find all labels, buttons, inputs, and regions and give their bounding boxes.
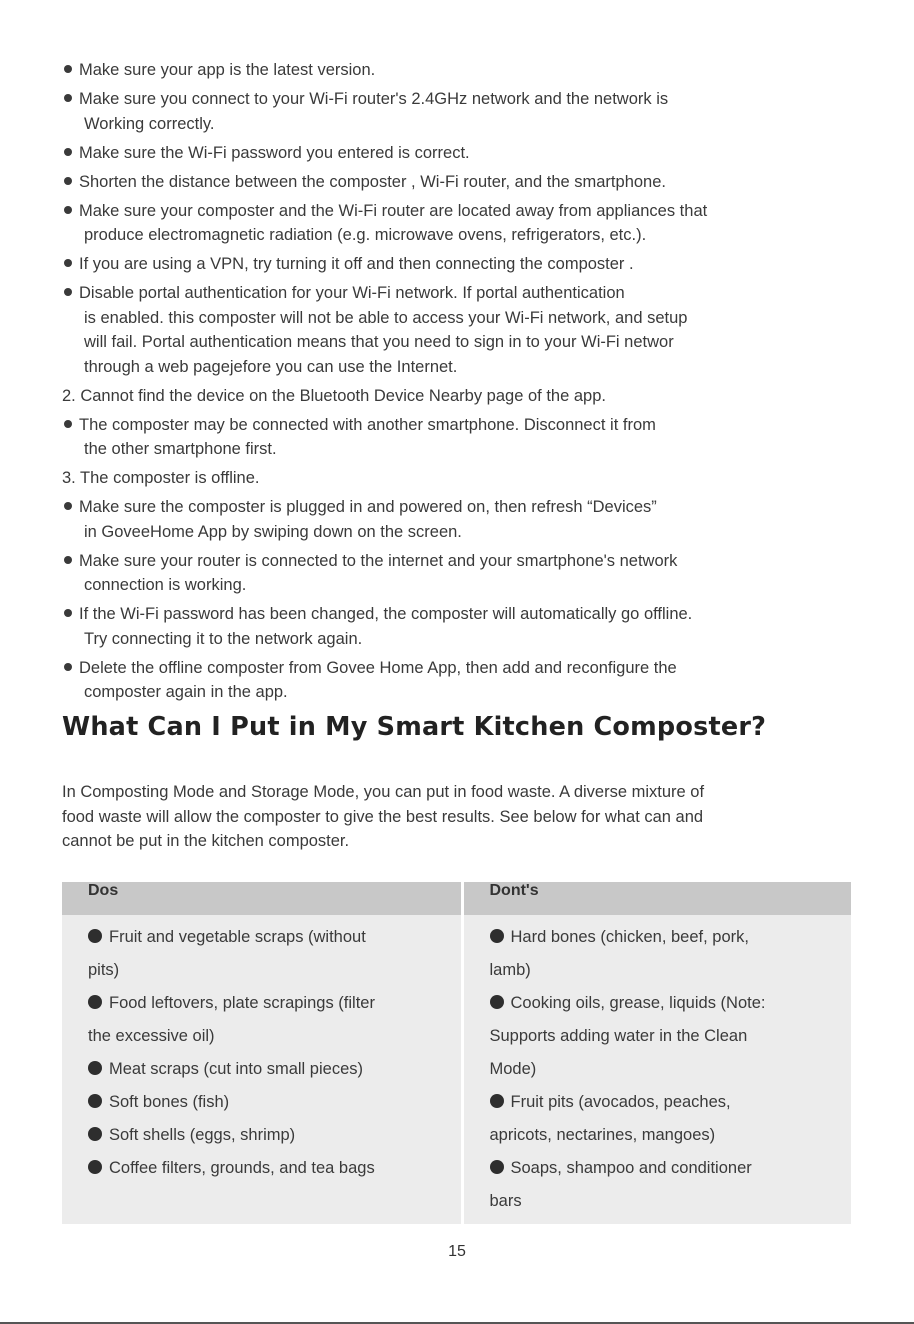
list-item <box>62 87 862 136</box>
intro-line: In Composting Mode and Storage Mode, you can put in food waste. A diverse mixture of <box>62 783 705 801</box>
table-line-text: Soaps, shampoo and conditioner <box>510 1159 752 1177</box>
list-item-line <box>62 170 862 195</box>
table-header-row <box>62 882 851 915</box>
list-item-line <box>62 112 862 137</box>
table-line-text: Supports adding water in the Clean <box>489 1027 748 1045</box>
table-body-row <box>62 915 851 1224</box>
numbered-heading: 2. Cannot find the device on the Bluetooth Device Nearby page of the app. <box>62 386 606 405</box>
bullet-icon <box>64 148 72 156</box>
list-item-text: through a web pagejefore you can use the Internet. <box>84 357 458 376</box>
donts-header: Dont's <box>462 882 851 915</box>
table-line <box>88 1152 461 1185</box>
bullet-icon <box>64 420 72 428</box>
bullet-icon <box>88 1094 102 1108</box>
troubleshooting-list <box>62 58 862 709</box>
dos-header: Dos <box>62 882 462 915</box>
list-item-line <box>62 656 862 681</box>
list-item-text: The composter may be connected with another smartphone. Disconnect it from <box>79 415 656 434</box>
table-line <box>88 1020 461 1053</box>
list-item-line <box>62 141 862 166</box>
list-item-text: Working correctly. <box>84 114 215 133</box>
table-line-text: the excessive oil) <box>88 1027 215 1045</box>
list-item-text: Make sure your router is connected to the internet and your smartphone's network <box>79 551 678 570</box>
list-item-line <box>62 330 862 355</box>
bullet-icon <box>64 502 72 510</box>
list-item <box>62 495 862 544</box>
intro-line: food waste will allow the composter to give the best results. See below for what can and <box>62 807 704 826</box>
list-item-line <box>62 355 862 380</box>
table-line <box>88 1086 461 1119</box>
list-item <box>62 281 862 379</box>
table-line <box>88 954 461 987</box>
bullet-icon <box>88 1160 102 1174</box>
list-item-line <box>62 306 862 331</box>
table-line-text: Soft shells (eggs, shrimp) <box>109 1126 296 1144</box>
table-line-text: bars <box>489 1192 522 1210</box>
table-line <box>490 1152 852 1185</box>
list-item-text: in GoveeHome App by swiping down on the screen. <box>84 522 462 541</box>
table-line-text: Hard bones (chicken, beef, pork, <box>510 928 749 946</box>
section-title: What Can I Put in My Smart Kitchen Composter? <box>62 712 767 742</box>
list-item <box>62 252 862 277</box>
table-line <box>490 1086 852 1119</box>
list-item-line <box>62 437 862 462</box>
list-item-text: Disable portal authentication for your Wi-Fi network. If portal authentication <box>79 284 625 302</box>
table-line <box>490 1185 852 1218</box>
table-line-text: apricots, nectarines, mangoes) <box>489 1126 716 1144</box>
list-item-text: is enabled. this composter will not be able to access your Wi-Fi network, and setup <box>84 308 688 327</box>
list-item-line <box>62 252 862 277</box>
list-item-text: Make sure the composter is plugged in and powered on, then refresh “Devices” <box>79 498 657 516</box>
bullet-icon <box>88 1061 102 1075</box>
bullet-icon <box>64 609 72 617</box>
list-item <box>62 170 862 195</box>
list-item-line <box>62 223 862 248</box>
bullet-icon <box>64 206 72 214</box>
bullet-icon <box>88 995 102 1009</box>
table-line <box>88 987 461 1020</box>
dos-donts-table <box>62 882 851 1224</box>
list-item-line <box>62 281 862 306</box>
list-item-text: Try connecting it to the network again. <box>84 629 363 648</box>
list-item-line <box>62 520 862 545</box>
bullet-icon <box>88 929 102 943</box>
list-item-text: If the Wi-Fi password has been changed, the composter will automatically go offline. <box>79 605 693 623</box>
table-line-text: pits) <box>88 961 120 979</box>
list-item-text: Shorten the distance between the composter , Wi-Fi router, and the smartphone. <box>79 172 666 191</box>
bullet-icon <box>64 65 72 73</box>
table-line <box>490 921 852 954</box>
table-line-text: Fruit and vegetable scraps (without <box>109 928 366 946</box>
list-item <box>62 58 862 83</box>
list-item-text: produce electromagnetic radiation (e.g. microwave ovens, refrigerators, etc.). <box>84 226 647 244</box>
list-item <box>62 141 862 166</box>
bullet-icon <box>64 177 72 185</box>
bullet-icon <box>64 288 72 296</box>
list-item-line <box>62 87 862 112</box>
donts-cell <box>462 915 851 1224</box>
list-item-line <box>62 413 862 438</box>
list-item-line <box>62 58 862 83</box>
bullet-icon <box>64 259 72 267</box>
table-line-text: Mode) <box>489 1060 537 1078</box>
bullet-icon <box>490 929 504 943</box>
list-item-text: will fail. Portal authentication means that you need to sign in to your Wi-Fi networ <box>84 333 674 351</box>
list-item <box>62 413 862 462</box>
list-item-text: Delete the offline composter from Govee Home App, then add and reconfigure the <box>79 658 677 677</box>
table-line <box>490 1053 852 1086</box>
table-line <box>490 987 852 1020</box>
intro-line: cannot be put in the kitchen composter. <box>62 832 350 850</box>
numbered-heading: 3. The composter is offline. <box>62 469 260 487</box>
bullet-icon <box>490 995 504 1009</box>
bullet-icon <box>490 1094 504 1108</box>
list-item-line <box>62 549 862 574</box>
table-line-text: lamb) <box>489 961 531 979</box>
list-item <box>62 602 862 651</box>
list-item-line <box>62 602 862 627</box>
table-line-text: Meat scraps (cut into small pieces) <box>109 1060 364 1078</box>
bullet-icon <box>64 663 72 671</box>
table-line <box>88 1119 461 1152</box>
bullet-icon <box>64 556 72 564</box>
table-line-text: Cooking oils, grease, liquids (Note: <box>510 994 766 1012</box>
list-item <box>62 656 862 705</box>
list-item <box>62 549 862 598</box>
list-item-line <box>62 680 862 705</box>
list-item-line <box>62 627 862 652</box>
table-line <box>88 1053 461 1086</box>
table-line <box>88 921 461 954</box>
list-item-line <box>62 495 862 520</box>
list-item-text: Make sure your composter and the Wi-Fi router are located away from appliances that <box>79 201 708 220</box>
list-item-text: composter again in the app. <box>84 683 288 701</box>
table-line <box>490 1119 852 1152</box>
table-line <box>490 1020 852 1053</box>
table-line-text: Food leftovers, plate scrapings (filter <box>109 994 375 1012</box>
bullet-icon <box>88 1127 102 1141</box>
list-item-text: connection is working. <box>84 576 247 594</box>
table-line-text: Fruit pits (avocados, peaches, <box>510 1093 731 1111</box>
list-item-text: Make sure the Wi-Fi password you entered is correct. <box>79 143 470 162</box>
list-item-text: Make sure your app is the latest version. <box>79 61 376 79</box>
list-item-line <box>62 573 862 598</box>
bullet-icon <box>490 1160 504 1174</box>
bullet-icon <box>64 94 72 102</box>
dos-cell <box>62 915 462 1224</box>
list-item-text: Make sure you connect to your Wi-Fi router's 2.4GHz network and the network is <box>79 90 669 108</box>
list-item-text: If you are using a VPN, try turning it off and then connecting the composter . <box>79 255 634 273</box>
list-item-text: the other smartphone first. <box>84 440 277 458</box>
list-item <box>62 199 862 248</box>
intro-paragraph <box>62 780 862 854</box>
table-line-text: Soft bones (fish) <box>109 1093 230 1111</box>
table-line-text: Coffee filters, grounds, and tea bags <box>109 1159 375 1177</box>
list-item-line <box>62 199 862 224</box>
page-number: 15 <box>448 1243 466 1260</box>
table-line <box>490 954 852 987</box>
